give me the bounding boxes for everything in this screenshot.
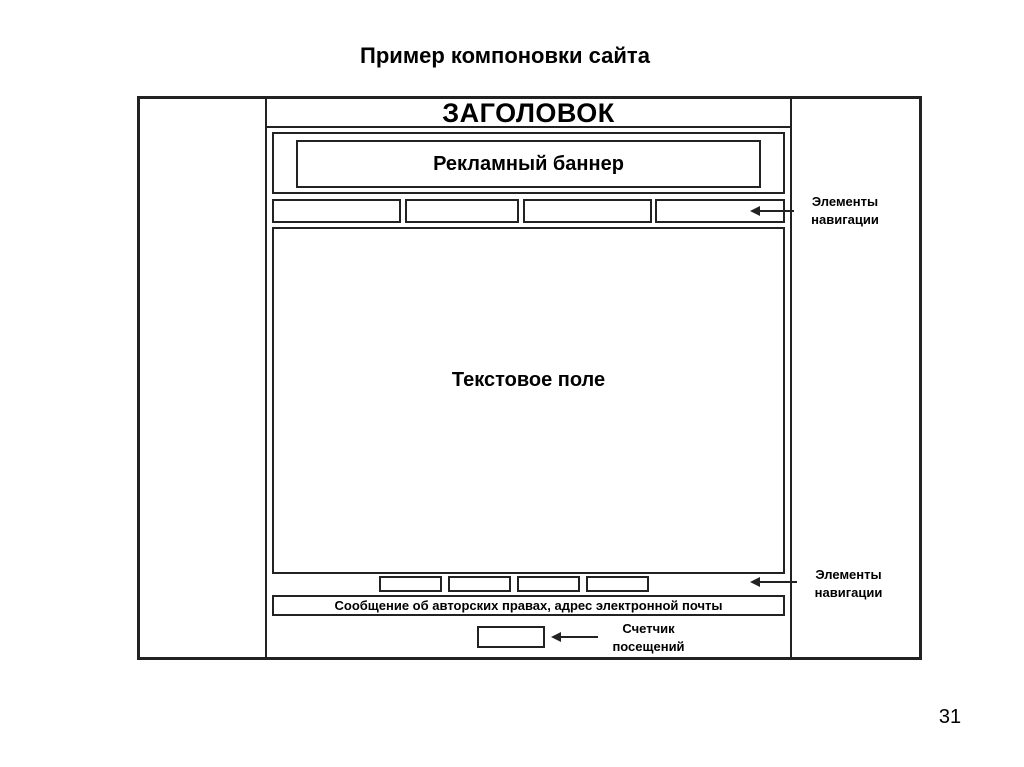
nav-bottom-item: [517, 576, 580, 592]
ad-banner: [296, 140, 761, 188]
nav-top-item: [523, 199, 652, 223]
counter-annotation-line2: посещений: [612, 639, 685, 654]
counter-arrow: [553, 636, 598, 638]
nav-bottom-annotation-line2: навигации: [814, 585, 883, 600]
nav-top-item: [405, 199, 519, 223]
nav-bottom-annotation: [796, 566, 901, 602]
nav-bottom-item: [586, 576, 649, 592]
nav-bottom-annotation-line1: Элементы: [815, 567, 882, 582]
nav-top-arrow: [752, 210, 794, 212]
nav-top-annotation: [790, 193, 900, 229]
nav-bottom-item: [448, 576, 511, 592]
counter-annotation-line1: Счетчик: [622, 621, 675, 636]
text-field-label: Текстовое поле: [451, 369, 606, 391]
nav-bottom-item: [379, 576, 442, 592]
page-number: 31: [938, 706, 962, 728]
nav-top-annotation-line1: Элементы: [811, 194, 879, 209]
visit-counter: [477, 626, 545, 648]
copyright-bar: [272, 595, 785, 616]
counter-annotation: [596, 620, 701, 656]
nav-bottom-arrow: [752, 581, 797, 583]
copyright-text: Сообщение об авторских правах, адрес электронной почты: [334, 598, 723, 613]
nav-top-annotation-line2: навигации: [811, 212, 879, 227]
text-field: [272, 227, 785, 574]
header-block: ЗАГОЛОВОК: [442, 98, 615, 128]
ad-banner-label: Рекламный баннер: [433, 152, 624, 175]
nav-top-item: [272, 199, 401, 223]
slide-title: Пример компоновки сайта: [360, 43, 650, 68]
